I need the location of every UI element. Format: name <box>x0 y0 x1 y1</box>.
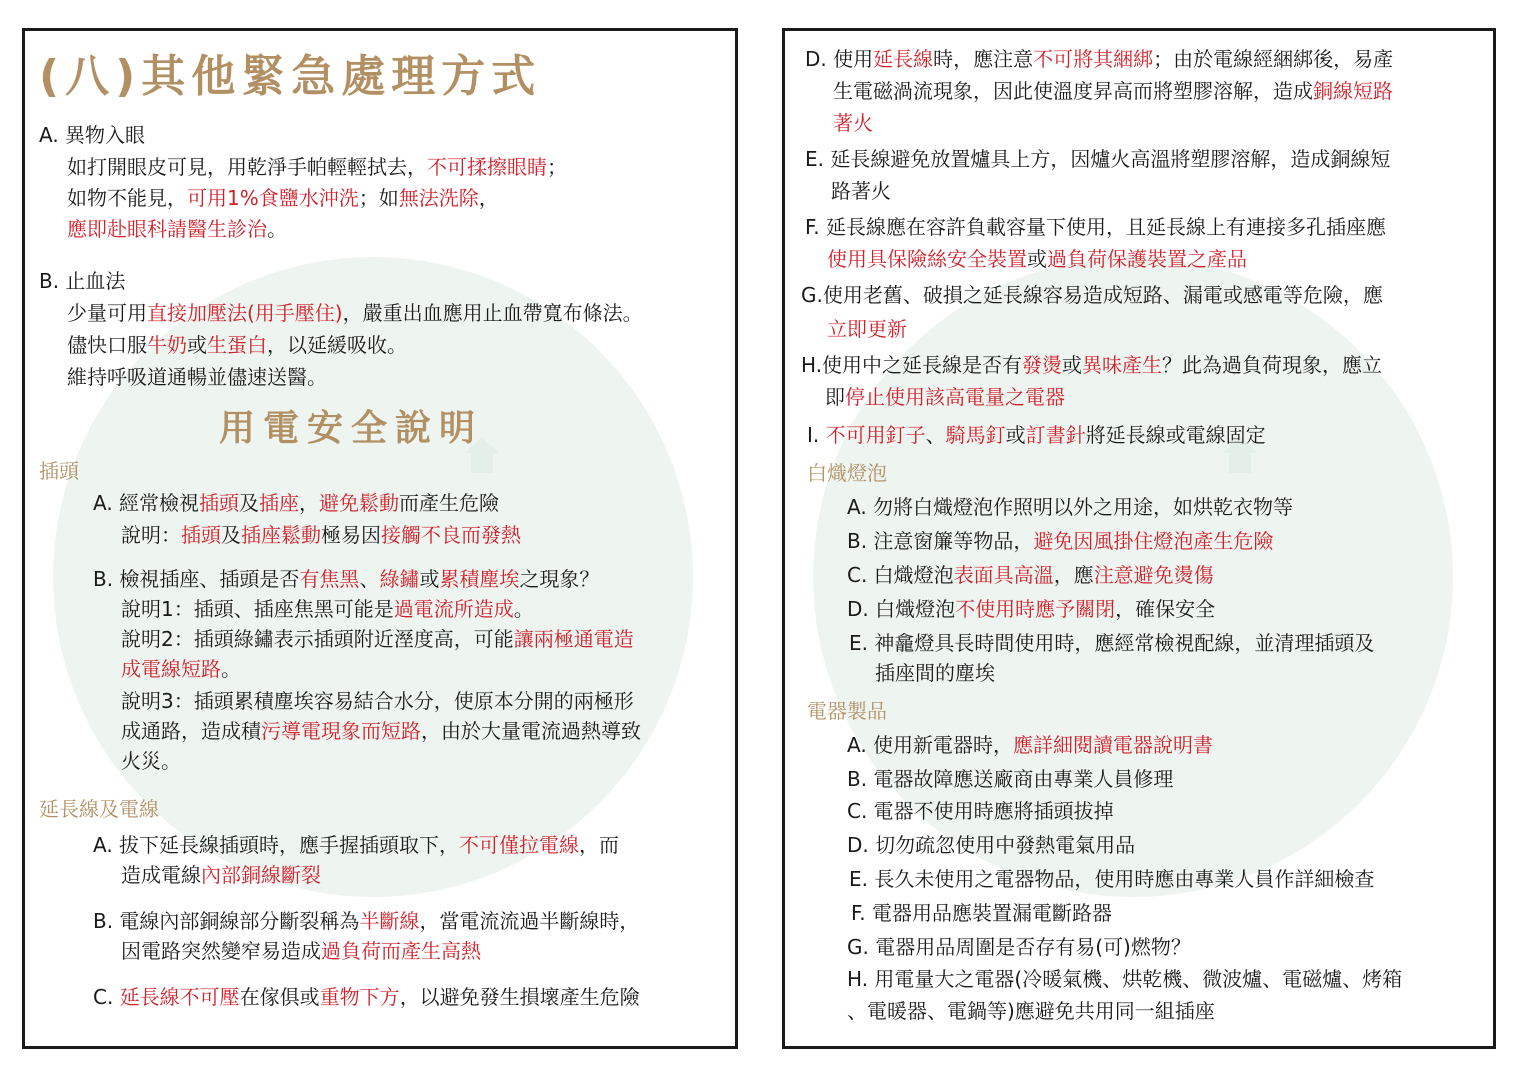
category-bulb: 白熾燈泡 <box>807 461 887 485</box>
stop-bleeding-line-1: 少量可用直接加壓法(用手壓住)，嚴重出血應用止血帶寬布條法。 <box>67 301 643 325</box>
appliance-item-c: C. 電器不使用時應將插頭拔掉 <box>847 799 1114 823</box>
cord-item-b-cont: 因電路突然變窄易造成過負荷而產生高熱 <box>121 939 481 963</box>
plug-item-b-note-3-end: 火災。 <box>121 749 181 773</box>
plug-item-b-note-2-cont: 成電線短路。 <box>121 657 241 681</box>
stop-bleeding-line-3: 維持呼吸道通暢並儘速送醫。 <box>67 365 327 389</box>
category-appliance: 電器製品 <box>807 699 887 723</box>
appliance-item-b: B. 電器故障應送廠商由專業人員修理 <box>847 767 1174 791</box>
cord-item-d-cont: 生電磁渦流現象，因此使溫度昇高而將塑膠溶解，造成銅線短路 <box>833 79 1393 103</box>
cord-item-f-cont: 使用具保險絲安全裝置或過負荷保護裝置之產品 <box>827 247 1247 271</box>
plug-item-b-note-3-cont: 成通路，造成積污導電現象而短路，由於大量電流過熱導致 <box>121 719 641 743</box>
cord-item-f: F. 延長線應在容許負載容量下使用，且延長線上有連接多孔插座應 <box>805 215 1387 239</box>
foreign-body-line-2: 如物不能見，可用1%食鹽水沖洗；如無法洗除， <box>67 186 499 210</box>
cord-item-a-cont: 造成電線內部銅線斷裂 <box>121 863 321 887</box>
category-extension-cord: 延長線及電線 <box>39 797 159 821</box>
safety-section-title: 用電安全說明 <box>219 408 484 449</box>
foreign-body-line-1: 如打開眼皮可見，用乾淨手帕輕輕拭去，不可揉擦眼睛； <box>67 155 567 179</box>
cord-item-a: A. 拔下延長線插頭時，應手握插頭取下，不可僅拉電線，而 <box>93 833 620 857</box>
plug-item-b-note-3: 說明3：插頭累積塵埃容易結合水分，使原本分開的兩極形 <box>121 689 634 713</box>
cord-item-h: H.使用中之延長線是否有發燙或異味產生？此為過負荷現象，應立 <box>801 353 1383 377</box>
appliance-item-d: D. 切勿疏忽使用中發熱電氣用品 <box>847 833 1136 857</box>
plug-item-a: A. 經常檢視插頭及插座，避免鬆動而產生危險 <box>93 491 500 515</box>
bulb-item-a: A. 勿將白熾燈泡作照明以外之用途，如烘乾衣物等 <box>847 495 1294 519</box>
cord-item-g: G.使用老舊、破損之延長線容易造成短路、漏電或感電等危險，應 <box>801 283 1383 307</box>
plug-item-a-note: 說明：插頭及插座鬆動極易因接觸不良而發熱 <box>121 523 521 547</box>
foreign-body-line-3: 應即赴眼科請醫生診治。 <box>67 217 287 241</box>
plug-item-b-note-1: 說明1：插頭、插座焦黑可能是過電流所造成。 <box>121 597 534 621</box>
bulb-item-d: D. 白熾燈泡不使用時應予關閉，確保安全 <box>847 597 1216 621</box>
cord-item-c: C. 延長線不可壓在傢俱或重物下方，以避免發生損壞產生危險 <box>93 985 640 1009</box>
cord-item-e: E. 延長線避免放置爐具上方，因爐火高溫將塑膠溶解，造成銅線短 <box>805 147 1391 171</box>
cord-item-g-cont: 立即更新 <box>827 317 907 341</box>
left-page <box>22 28 738 1049</box>
appliance-item-g: G. 電器用品周圍是否存有易(可)燃物？ <box>847 935 1191 959</box>
cord-item-h-cont: 即停止使用該高電量之電器 <box>825 385 1065 409</box>
appliance-item-f: F. 電器用品應裝置漏電斷路器 <box>851 901 1113 925</box>
bulb-item-e: E. 神龕燈具長時間使用時，應經常檢視配線，並清理插頭及 <box>849 631 1375 655</box>
stop-bleeding-line-2: 儘快口服牛奶或生蛋白，以延緩吸收。 <box>67 333 407 357</box>
page-title: (八)其他緊急處理方式 <box>39 51 542 102</box>
cord-item-d-end: 著火 <box>833 111 873 135</box>
appliance-item-h: H. 用電量大之電器(冷暖氣機、烘乾機、微波爐、電磁爐、烤箱 <box>847 967 1403 991</box>
appliance-item-e: E. 長久未使用之電器物品，使用時應由專業人員作詳細檢查 <box>849 867 1375 891</box>
right-page <box>782 28 1496 1049</box>
plug-item-b: B. 檢視插座、插頭是否有焦黑、綠鏽或累積塵埃之現象？ <box>93 567 600 591</box>
appliance-item-h-cont: 、電暖器、電鍋等)應避免共用同一組插座 <box>847 999 1215 1023</box>
cord-item-i: I. 不可用釘子、騎馬釘或訂書針將延長線或電線固定 <box>807 423 1266 447</box>
cord-item-b: B. 電線內部銅線部分斷裂稱為半斷線，當電流流過半斷線時， <box>93 909 640 933</box>
bulb-item-e-cont: 插座間的塵埃 <box>875 661 995 685</box>
stop-bleeding-heading: B. 止血法 <box>39 269 126 293</box>
bulb-item-b: B. 注意窗簾等物品，避免因風掛住燈泡產生危險 <box>847 529 1274 553</box>
bulb-item-c: C. 白熾燈泡表面具高溫，應注意避免燙傷 <box>847 563 1214 587</box>
cord-item-e-cont: 路著火 <box>831 179 891 203</box>
foreign-body-heading: A. 異物入眼 <box>39 123 146 147</box>
category-plug: 插頭 <box>39 459 79 483</box>
plug-item-b-note-2: 說明2：插頭綠鏽表示插頭附近溼度高，可能讓兩極通電造 <box>121 627 634 651</box>
cord-item-d: D. 使用延長線時，應注意不可將其綑綁；由於電線經綑綁後，易產 <box>805 47 1394 71</box>
appliance-item-a: A. 使用新電器時，應詳細閱讀電器說明書 <box>847 733 1214 757</box>
